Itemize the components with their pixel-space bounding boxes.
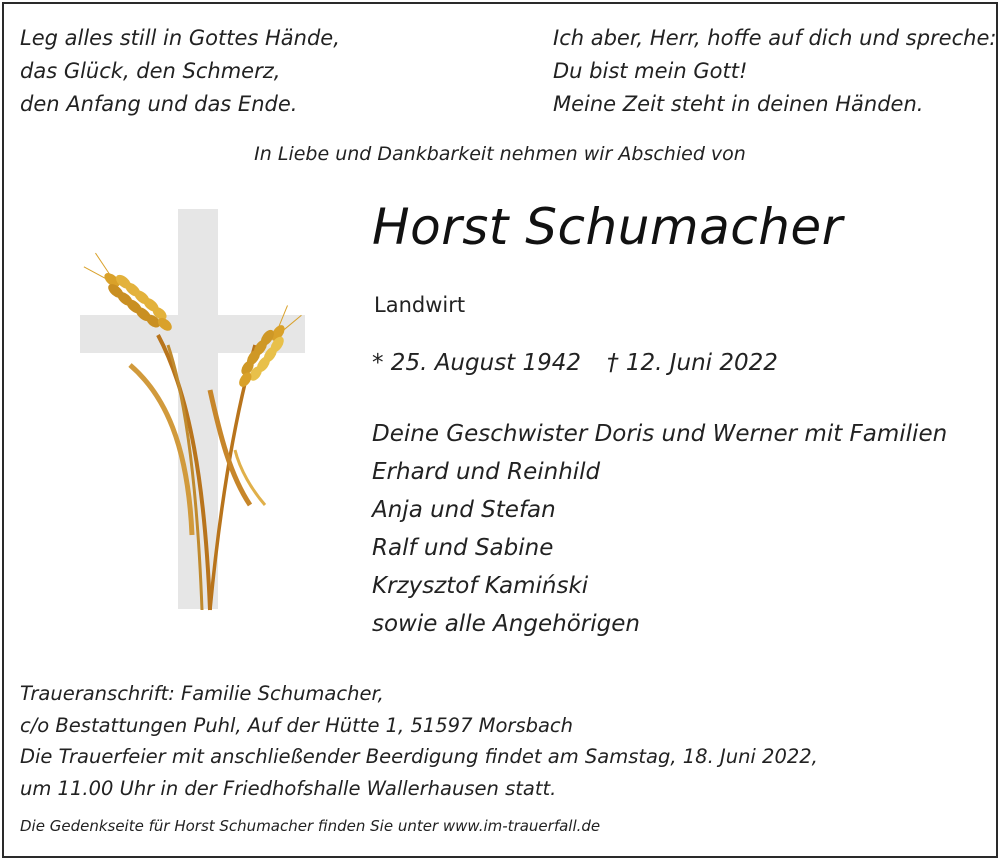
verse-right-line: Du bist mein Gott! bbox=[553, 59, 748, 83]
life-dates bbox=[372, 350, 778, 376]
ceremony-line: Die Trauerfeier mit anschließender Beerdigung findet am Samstag, 18. Juni 2022, bbox=[20, 745, 818, 768]
mourner-line: Erhard und Reinhild bbox=[372, 459, 601, 485]
verse-right-line: Meine Zeit steht in deinen Händen. bbox=[553, 92, 924, 116]
funeral-details bbox=[20, 678, 818, 804]
verse-right bbox=[553, 22, 996, 121]
deceased-profession: Landwirt bbox=[374, 293, 466, 317]
mourner-line: Krzysztof Kamiński bbox=[372, 573, 589, 599]
address-line: Traueranschrift: Familie Schumacher, bbox=[20, 682, 384, 705]
cross-with-wheat-icon bbox=[60, 205, 320, 625]
wheat-leaf bbox=[235, 450, 265, 505]
verse-right-line: Ich aber, Herr, hoffe auf dich und spreche: bbox=[553, 26, 997, 50]
verse-left-line: den Anfang und das Ende. bbox=[20, 92, 298, 116]
verse-left-line: das Glück, den Schmerz, bbox=[20, 59, 281, 83]
mourner-line: Deine Geschwister Doris und Werner mit Familien bbox=[372, 421, 948, 447]
address-line: c/o Bestattungen Puhl, Auf der Hütte 1, 51597 Morsbach bbox=[20, 713, 574, 737]
death-date: † 12. Juni 2022 bbox=[607, 350, 778, 376]
mourner-line: Anja und Stefan bbox=[372, 497, 556, 523]
mourner-line: sowie alle Angehörigen bbox=[372, 611, 640, 637]
deceased-name: Horst Schumacher bbox=[372, 198, 843, 256]
birth-date: * 25. August 1942 bbox=[372, 350, 582, 376]
mourners-list bbox=[372, 415, 947, 643]
mourner-line: Ralf und Sabine bbox=[372, 535, 554, 561]
verse-left-line: Leg alles still in Gottes Hände, bbox=[20, 26, 340, 50]
memorial-page-note: Die Gedenkseite für Horst Schumacher finden Sie unter www.im-trauerfall.de bbox=[20, 817, 601, 835]
intro-text: In Liebe und Dankbarkeit nehmen wir Abschied von bbox=[254, 143, 746, 165]
verse-left bbox=[20, 22, 340, 121]
ceremony-line: um 11.00 Uhr in der Friedhofshalle Wallerhausen statt. bbox=[20, 776, 557, 800]
